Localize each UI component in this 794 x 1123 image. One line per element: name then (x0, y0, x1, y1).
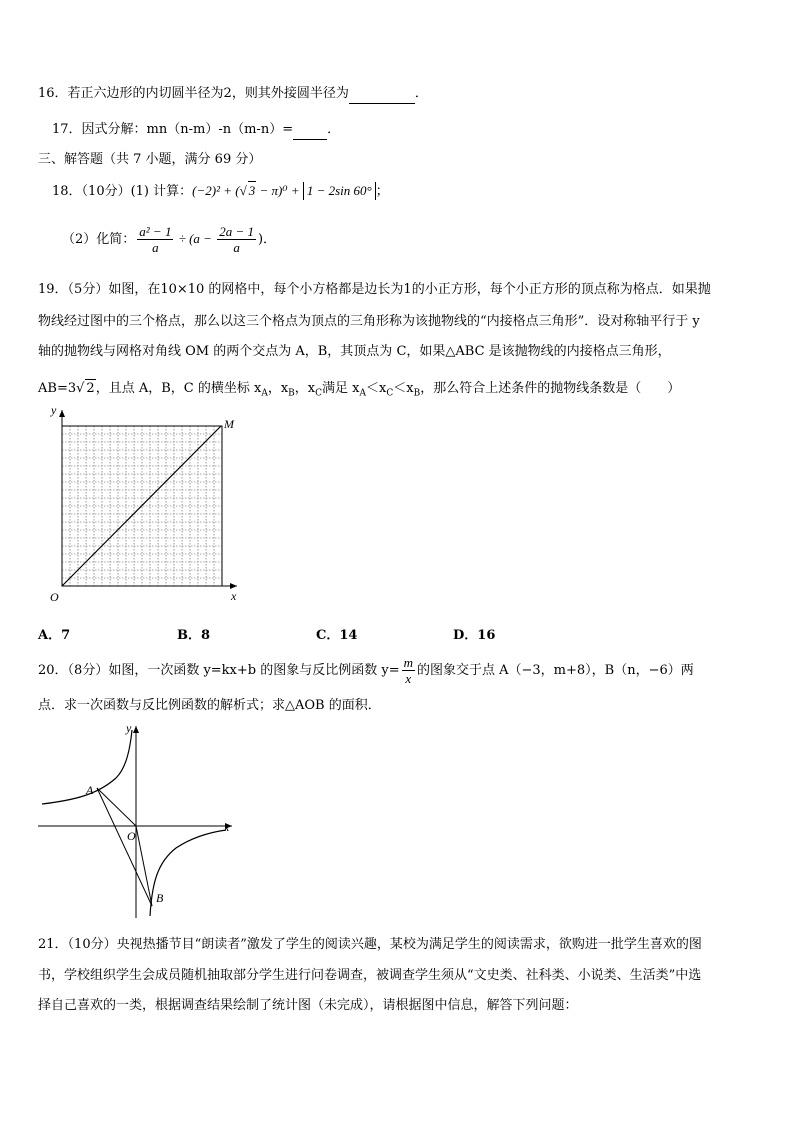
question-16 (38, 85, 428, 104)
q21-line-3: 择自己喜欢的一类，根据调查结果绘制了统计图（未完成），请根据图中信息，解答下列问题： (38, 998, 578, 1013)
q19-line-3: 轴的抛物线与网格对角线 OM 的两个交点为 A，B，其顶点为 C，如果△ABC 是该抛物线的内接格点三角形， (38, 344, 671, 359)
question-18-part1: 18．（10分）(1) 计算：(−2)² + (√ 3 − π)⁰ + 1 − 2sin 60° ； (52, 183, 389, 199)
q20-line-2: 点．求一次函数与反比例函数的解析式；求△AOB 的面积． (38, 698, 381, 713)
segment-oa (97, 788, 136, 826)
q19-line-2: 物线经过图中的三个格点，那么以这三个格点为顶点的三角形称为该抛物线的“内接格点三角形”．设对称轴平行于 y (38, 314, 700, 329)
q19-sqrt: 2 (86, 381, 95, 396)
q18-part2-tail: )． (257, 232, 277, 247)
q18-div: ÷ (a − (175, 231, 216, 246)
q19-line-1: 19．（5分）如图，在10×10 的网格中，每个小方格都是边长为1的小正方形，每个小正方形的顶点称为格点．如果抛 (38, 282, 711, 297)
q18-part1-tail: ； (375, 184, 389, 199)
q17-text: 17．因式分解：mn（n-m）-n（m-n）= (52, 122, 294, 137)
y-axis-arrow (133, 726, 139, 733)
q20-figure (36, 722, 246, 922)
line-ab (97, 788, 152, 906)
q18-part1-label: 18．（10分）(1) 计算： (52, 184, 193, 199)
y-axis-arrow (59, 410, 65, 417)
q16-answer-blank[interactable] (349, 85, 415, 104)
q20-fraction: $\frac{m}{x}$ (403, 655, 413, 686)
question-17 (52, 121, 340, 140)
q18-expr-b: − π)⁰ + (256, 183, 303, 198)
q19-option-b[interactable]: B．8 (177, 628, 211, 643)
x-label: x (224, 820, 230, 834)
q19-option-c[interactable]: C．14 (316, 628, 358, 643)
q19-option-d[interactable]: D．16 (453, 628, 496, 643)
point-a-label: A (86, 783, 94, 797)
q19-grid-figure (38, 402, 248, 608)
point-m-label: M (224, 417, 234, 431)
q21-line-1: 21．（10分）央视热播节目“朗读者”激发了学生的阅读兴趣，某校为满足学生的阅读需求，欲购进一批学生喜欢的图 (38, 937, 702, 952)
q18-fraction-2: $\frac{2a - 1}{a}$ (219, 224, 254, 255)
q17-tail: ． (327, 122, 341, 137)
origin-label: O (50, 590, 59, 604)
q17-answer-blank[interactable] (293, 121, 327, 140)
question-18-part2 (62, 222, 276, 257)
q19-line-4: AB=3√ 2，且点 A，B，C 的横坐标 $x_A$，$x_B$，$x_C$满足 $x_A<x_C<x_B$，那么符合上述条件的抛物线条数是（ ） (38, 381, 681, 399)
q20-line-1: 20．（8分）如图，一次函数 y=kx+b 的图象与反比例函数 y= $\frac{m}{x}$ 的图象交于点 A（−3，m+8），B（n，−6）两 (38, 655, 694, 686)
q18-expr-a: (−2)² + ( (192, 183, 240, 198)
q18-fraction-1: $\frac{\text{a² − 1}}{a}$ (139, 224, 172, 255)
q21-line-2: 书，学校组织学生会成员随机抽取部分学生进行问卷调查，被调查学生须从“文史类、社科类、小说类、生活类”中选 (38, 968, 702, 983)
y-label: y (51, 403, 57, 417)
point-b-label: B (156, 891, 164, 905)
segment-ob (136, 826, 152, 906)
y-label: y (126, 722, 132, 735)
q16-tail: ． (414, 86, 428, 101)
q16-text: 16．若正六边形的内切圆半径为2，则其外接圆半径为 (38, 86, 349, 101)
q18-part2-label: （2）化简： (62, 232, 136, 247)
q18-sqrt: 3 (248, 183, 256, 198)
section-3-heading: 三、解答题（共 7 小题，满分 69 分） (38, 152, 262, 167)
q18-abs: 1 − 2sin 60° (303, 182, 376, 200)
x-label: x (231, 589, 237, 603)
q19-option-a[interactable]: A．7 (38, 628, 71, 643)
origin-label: O (127, 829, 136, 843)
